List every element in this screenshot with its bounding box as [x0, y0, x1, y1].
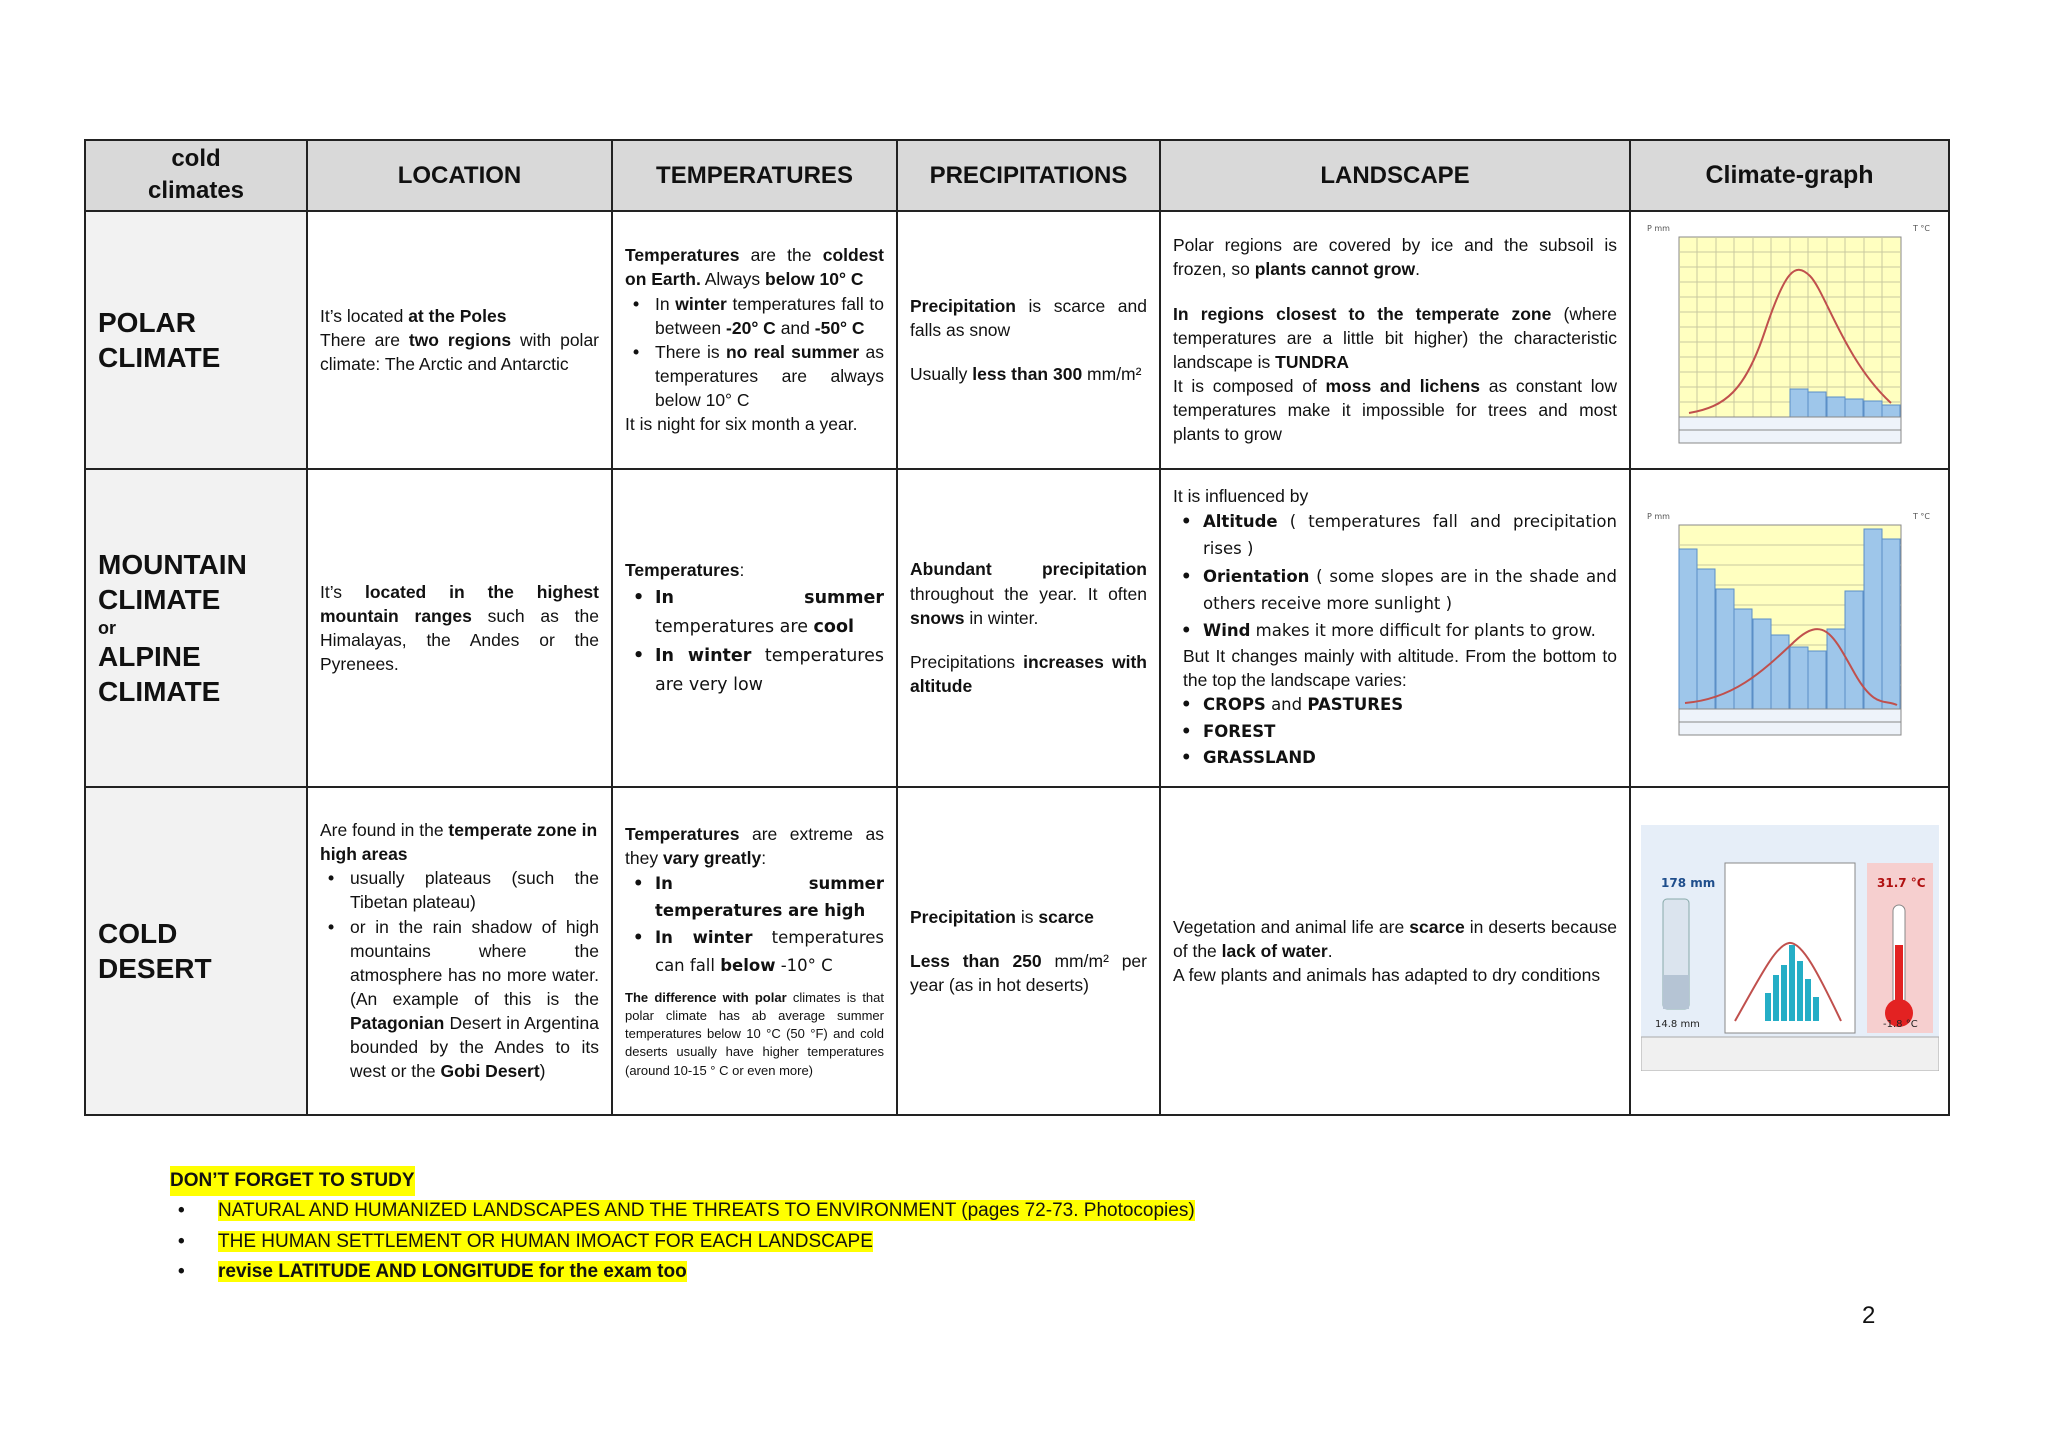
page-number: 2: [1862, 1302, 1876, 1329]
svg-text:P mm: P mm: [1646, 224, 1670, 234]
desert-location: Are found in the temperate zone in high areas • usually plateaus (such the Tibetan plateau) • or in the rain shadow of high mountains where the atmosphere has no more water. (An example of this is the Patagonian Desert in Argentina bounded by the Andes to its west or the Gobi Desert): [307, 787, 612, 1115]
header-precipitations: PRECIPITATIONS: [897, 140, 1160, 211]
header-cold-climates: cold climates: [85, 140, 307, 211]
study-item: • NATURAL AND HUMANIZED LANDSCAPES AND THE THREATS TO ENVIRONMENT (pages 72-73. Photocopies): [218, 1196, 1195, 1226]
svg-text:31.7 °C: 31.7 °C: [1877, 876, 1926, 891]
desert-climate-graph-image: [1641, 825, 1939, 1071]
row-mountain: [85, 469, 1949, 787]
study-item: • revise LATITUDE AND LONGITUDE for the exam too: [218, 1257, 1195, 1287]
svg-text:-1.8 °C: -1.8 °C: [1883, 1019, 1918, 1031]
row-cold-desert: [85, 787, 1949, 1115]
svg-text:T °C: T °C: [1912, 224, 1930, 234]
polar-landscape: Polar regions are covered by ice and the subsoil is frozen, so plants cannot grow. In regions closest to the temperate zone (where temperatures are a little bit higher) the characteristic landscape is TUNDRA It is composed of moss and lichens as constant low temperatures make it impossible for trees and most plants to grow: [1160, 211, 1630, 469]
desert-climate-graph: [1630, 787, 1949, 1115]
study-item: • THE HUMAN SETTLEMENT OR HUMAN IMOACT FOR EACH LANDSCAPE: [218, 1227, 1195, 1257]
desert-precipitations: Precipitation is scarce Less than 250 mm/m² per year (as in hot deserts): [897, 787, 1160, 1115]
desert-temperatures: Temperatures are extreme as they vary greatly: • In summer temperatures are high • In winter temperatures can fall below -10° C The difference with polar climates is that polar climate has ab average summer temperatures below 10 °C (50 °F) and cold deserts usually have higher temperatures (around 10-15 ° C or even more): [612, 787, 897, 1115]
polar-climate-graph-image: [1645, 221, 1935, 453]
study-list: [170, 1196, 1195, 1287]
svg-text:P mm: P mm: [1646, 512, 1670, 522]
svg-text:T °C: T °C: [1912, 512, 1930, 522]
mountain-climate-graph: [1630, 469, 1949, 787]
header-temperatures: TEMPERATURES: [612, 140, 897, 211]
mountain-climate-graph-image: [1645, 509, 1935, 741]
desert-landscape: Vegetation and animal life are scarce in deserts because of the lack of water. A few plants and animals has adapted to dry conditions: [1160, 787, 1630, 1115]
polar-climate-graph: [1630, 211, 1949, 469]
mountain-landscape: It is influenced by • Altitude ( temperatures fall and precipitation rises ) • Orientation ( some slopes are in the shade and others receive more sunlight ) • Wind makes it more difficult for plants to grow. But It changes mainly with altitude. From the bottom to the top the landscape varies: • CROPS and PASTURES • FOREST • GRASSLAND: [1160, 469, 1630, 787]
svg-text:14.8 mm: 14.8 mm: [1655, 1019, 1700, 1031]
polar-temperatures: Temperatures are the coldest on Earth. Always below 10° C • In winter temperatures fall to between -20° C and -50° C • There is no real summer as temperatures are always below 10° C It is night for six month a year.: [612, 211, 897, 469]
mountain-temperatures: Temperatures: • In summer temperatures are cool • In winter temperatures are very low: [612, 469, 897, 787]
svg-text:178 mm: 178 mm: [1661, 876, 1716, 891]
row-polar: [85, 211, 1949, 469]
polar-precipitations: Precipitation is scarce and falls as snow Usually less than 300 mm/m²: [897, 211, 1160, 469]
mountain-name: MOUNTAIN CLIMATE or ALPINE CLIMATE: [85, 469, 307, 787]
polar-location: It’s located at the Poles There are two regions with polar climate: The Arctic and Antarctic: [307, 211, 612, 469]
mountain-location: It’s located in the highest mountain ranges such as the Himalayas, the Andes or the Pyrenees.: [307, 469, 612, 787]
desert-name: COLD DESERT: [85, 787, 307, 1115]
study-heading: DON’T FORGET TO STUDY: [170, 1166, 415, 1196]
header-location: LOCATION: [307, 140, 612, 211]
header-climate-graph: Climate-graph: [1630, 140, 1949, 211]
study-reminder: [170, 1166, 1195, 1288]
mountain-precipitations: Abundant precipitation throughout the year. It often snows in winter. Precipitations increases with altitude: [897, 469, 1160, 787]
polar-name: POLAR CLIMATE: [85, 211, 307, 469]
header-landscape: LANDSCAPE: [1160, 140, 1630, 211]
climate-table: [84, 139, 1950, 1116]
